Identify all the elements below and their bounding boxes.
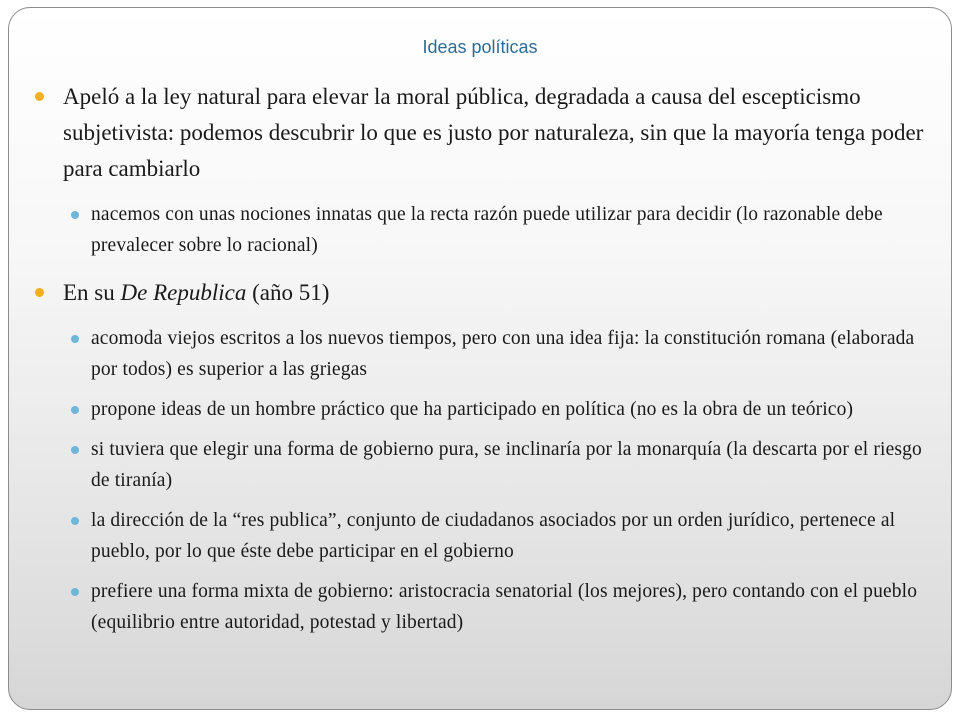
sub-bullet-text: si tuviera que elegir una forma de gobierno pura, se inclinaría por la monarquía (la descarta por el riesgo de tiranía) <box>91 439 922 491</box>
sub-bullet-dot-icon <box>71 406 79 414</box>
sub-bullet-dot-icon <box>71 588 79 596</box>
sub-bullet-text: acomoda viejos escritos a los nuevos tiempos, pero con una idea fija: la constitución romana (elaborada por todos) es superior a las griegas <box>91 328 915 380</box>
sub-bullet-res-publica <box>31 505 931 567</box>
sub-bullet-hombre-practico <box>31 394 931 425</box>
sub-bullet-nociones-innatas <box>31 199 931 261</box>
slide-title: Ideas políticas <box>422 37 538 57</box>
bullet-de-republica <box>31 275 931 311</box>
slide <box>8 7 952 710</box>
sub-bullet-text: la dirección de la “res publica”, conjunto de ciudadanos asociados por un orden jurídico, pertenece al pueblo, por lo que éste debe participar en el gobierno <box>91 510 896 562</box>
sub-bullet-dot-icon <box>71 211 79 219</box>
sub-bullet-text: nacemos con unas nociones innatas que la recta razón puede utilizar para decidir (lo razonable debe prevalecer sobre lo racional) <box>91 204 883 256</box>
sub-bullet-dot-icon <box>71 517 79 525</box>
sub-bullet-text: prefiere una forma mixta de gobierno: aristocracia senatorial (los mejores), pero contando con el pueblo (equilibrio entre autoridad, potestad y libertad) <box>91 581 918 633</box>
bullet-suffix: (año 51) <box>246 280 330 305</box>
sub-bullet-forma-mixta <box>31 576 931 638</box>
bullet-text: Apeló a la ley natural para elevar la moral pública, degradada a causa del escepticismo subjetivista: podemos descubrir lo que es justo por naturaleza, sin que la mayoría tenga poder para cambiarlo <box>63 84 924 181</box>
sub-bullet-monarquia <box>31 434 931 496</box>
sub-bullet-dot-icon <box>71 335 79 343</box>
bullet-prefix: En su <box>63 280 121 305</box>
slide-body <box>31 79 931 638</box>
bullet-dot-icon <box>35 288 44 297</box>
book-title: De Republica <box>120 280 247 305</box>
sub-bullet-text: propone ideas de un hombre práctico que ha participado en política (no es la obra de un teórico) <box>91 399 854 420</box>
bullet-ley-natural <box>31 79 931 187</box>
bullet-dot-icon <box>35 92 44 101</box>
sub-bullet-dot-icon <box>71 446 79 454</box>
sub-bullet-viejos-escritos <box>31 323 931 385</box>
